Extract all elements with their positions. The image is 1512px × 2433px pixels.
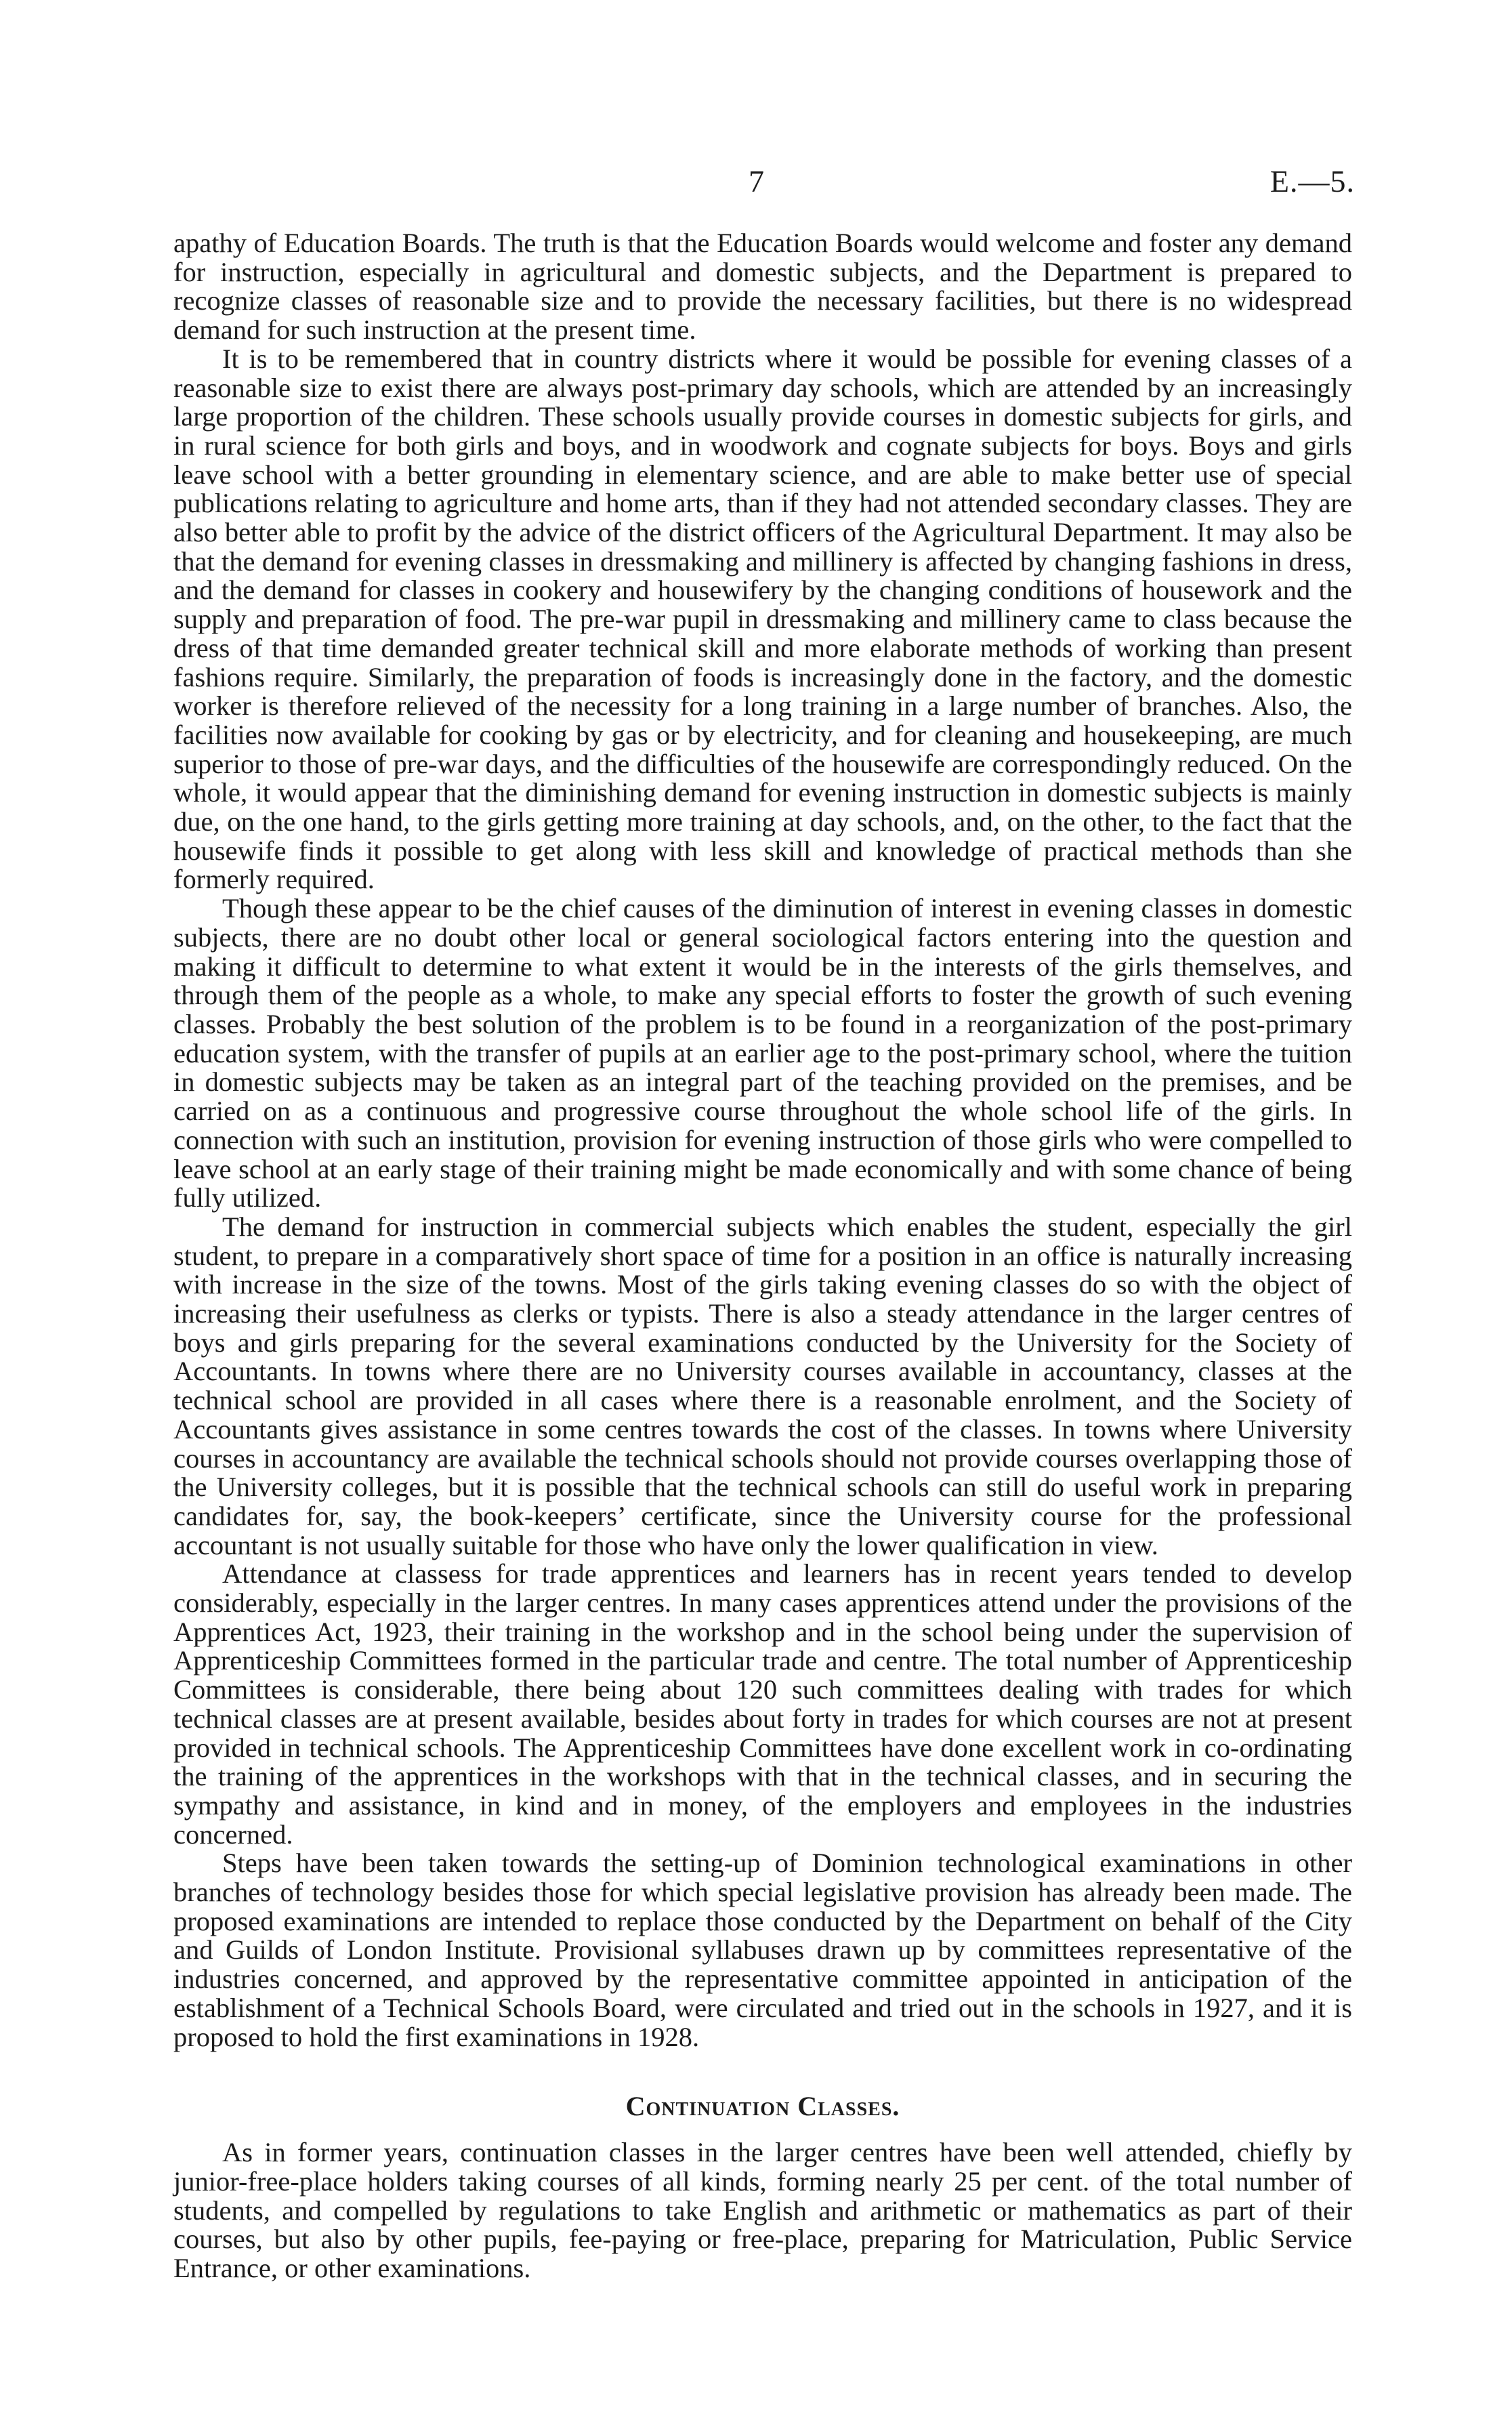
paragraph-technological-examinations: Steps have been taken towards the setting-up of Dominion technological examinations in other branches of technology besides those for which special legislative provision has already been made. The proposed examinations are intended to replace those conducted by the Department on behalf of the City and Guilds of London Institute. Provisional syllabuses drawn up by committees representative of the industries concerned, and approved by the representative committee appointed in anticipation of the establishment of a Technical Schools Board, were circulated and tried out in the schools in 1927, and it is proposed to hold the first examinations in 1928. (173, 1848, 1352, 2052)
document-reference: E.—5. (1269, 164, 1355, 199)
paragraph-trade-apprentices: Attendance at classess for trade apprentices and learners has in recent years tended to develop considerably, especially in the larger centres. In many cases apprentices attend under the provisions of the Apprentices Act, 1923, their training in the workshop and in the school being under the supervision of Apprenticeship Committees formed in the particular trade and centre. The total number of Apprenticeship Committees is considerable, there being about 120 such committees dealing with trades for which technical classes are at present available, besides about forty in trades for which courses are not at present provided in technical schools. The Apprenticeship Committees have done excellent work in co-ordinating the training of the apprentices in the workshops with that in the technical classes, and in securing the sympathy and assistance, in kind and in money, of the employers and employees in the industries concerned. (173, 1558, 1352, 1850)
section-heading-continuation-classes: Continuation Classes. (625, 2091, 900, 2122)
report-body (173, 229, 1352, 2283)
paragraph-diminution-causes: Though these appear to be the chief causes of the diminution of interest in evening classes in domestic subjects, there are no doubt other local or general sociological factors entering into the question and making it difficult to determine to what extent it would be in the interests of the girls themselves, and through them of the people as a whole, to make any special efforts to foster the growth of such evening classes. Probably the best solution of the problem is to be found in a reorganization of the post-primary education system, with the transfer of pupils at an earlier age to the post-primary school, where the tuition in domestic subjects may be taken as an integral part of the teaching provided on the premises, and be carried on as a continuous and progressive course throughout the whole school life of the girls. In connection with such an institution, provision for evening instruction of those girls who were compelled to leave school at an early stage of their training might be made economically and with some chance of being fully utilized. (173, 893, 1352, 1213)
page-number: 7 (749, 164, 764, 199)
paragraph-commercial-subjects: The demand for instruction in commercial subjects which enables the student, especially the girl student, to prepare in a comparatively short space of time for a position in an office is naturally increasing with increase in the size of the towns. Most of the girls taking evening classes do so with the object of increasing their usefulness as clerks or typists. There is also a steady attendance in the larger centres of boys and girls preparing for the several examinations conducted by the University for the Society of Accountants. In towns where there are no University courses available in accountancy, classes at the technical school are provided in all cases where there is a reasonable enrolment, and the Society of Accountants gives assistance in some centres towards the cost of the classes. In towns where University courses in accountancy are available the technical schools should not provide courses overlapping those of the University colleges, but it is possible that the technical schools can still do useful work in preparing candidates for, say, the book-keepers’ certificate, since the University course for the professional accountant is not usually suitable for those who have only the lower qualification in view. (173, 1211, 1352, 1560)
paragraph-country-districts: It is to be remembered that in country districts where it would be possible for evening classes of a reasonable size to exist there are always post-primary day schools, which are attended by an increasingly large proportion of the children. These schools usually provide courses in domestic subjects for girls, and in rural science for both girls and boys, and in woodwork and cognate subjects for boys. Boys and girls leave school with a better grounding in elementary science, and are able to make better use of special publications relating to agriculture and home arts, than if they had not attended secondary classes. They are also better able to profit by the advice of the district officers of the Agricultural Department. It may also be that the demand for evening classes in dressmaking and millinery is affected by changing fashions in dress, and the demand for classes in cookery and housewifery by the changing conditions of housework and the supply and preparation of food. The pre-war pupil in dressmaking and millinery came to class because the dress of that time demanded greater technical skill and more elaborate methods of working than present fashions require. Similarly, the preparation of foods is increasingly done in the factory, and the domestic worker is therefore relieved of the necessity for a long training in a large number of branches. Also, the facilities now available for cooking by gas or by electricity, and for cleaning and housekeeping, are much superior to those of pre-war days, and the difficulties of the housewife are correspondingly reduced. On the whole, it would appear that the diminishing demand for evening instruction in domestic subjects is mainly due, on the one hand, to the girls getting more training at day schools, and, on the other, to the fact that the housewife finds it possible to get along with less skill and knowledge of practical methods than she formerly required. (173, 343, 1352, 895)
paragraph-continuation-classes: As in former years, continuation classes in the larger centres have been well attended, chiefly by junior-free-place holders taking courses of all kinds, forming nearly 25 per cent. of the total number of students, and compelled by regulations to take English and arithmetic or mathematics as part of their courses, but also by other pupils, fee-paying or free-place, preparing for Matriculation, Public Service Entrance, or other examinations. (173, 2137, 1352, 2284)
page-header (0, 161, 1512, 202)
paragraph-education-boards: apathy of Education Boards. The truth is that the Education Boards would welcome and foster any demand for instruction, especially in agricultural and domestic subjects, and the Department is prepared to recognize classes of reasonable size and to provide the necessary facilities, but there is no widespread demand for such instruction at the present time. (173, 228, 1352, 346)
